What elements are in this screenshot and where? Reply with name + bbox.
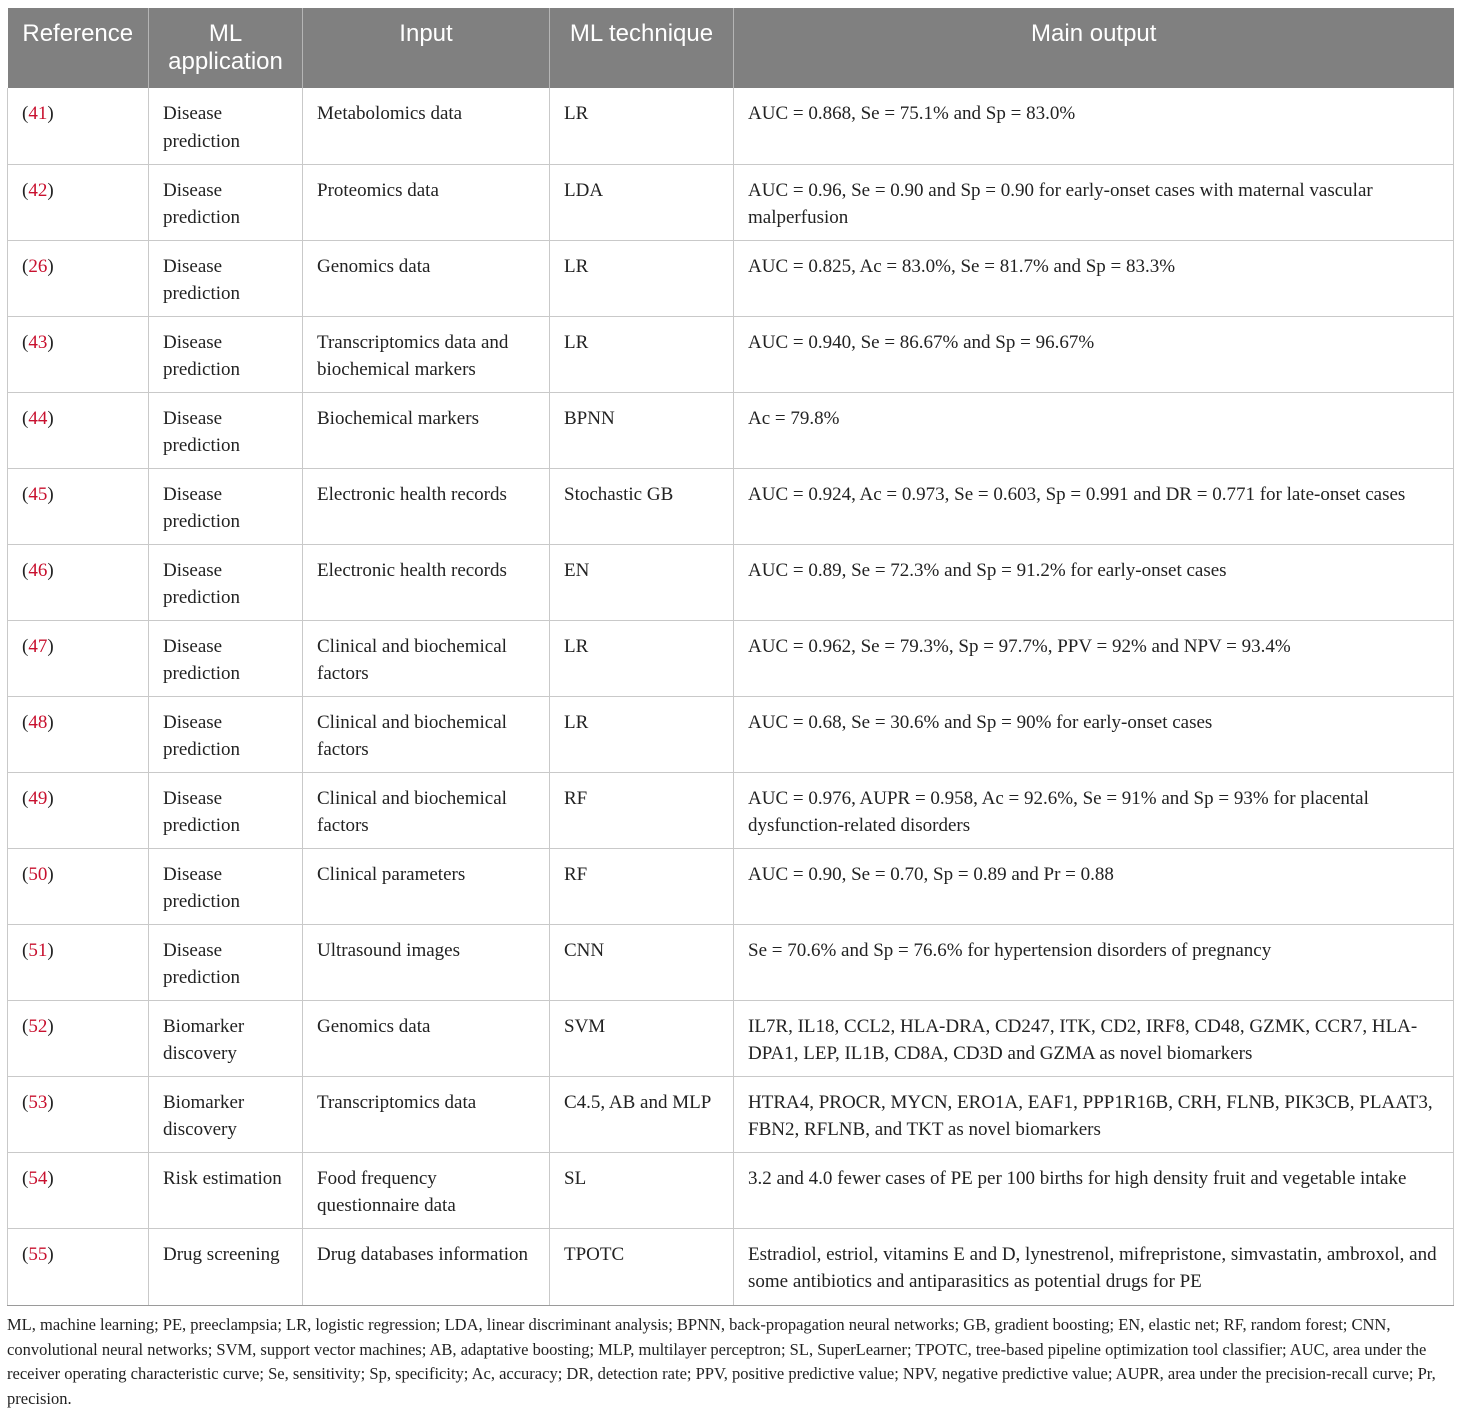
paren-close: ) xyxy=(47,103,54,124)
table-row xyxy=(8,1228,1454,1305)
table-row xyxy=(8,772,1454,848)
ml-technique-cell: RF xyxy=(550,772,734,848)
reference-cell xyxy=(8,1152,149,1228)
paren-open: ( xyxy=(22,331,29,353)
table-row xyxy=(8,468,1454,544)
reference-cell xyxy=(8,544,149,620)
paren-open: ( xyxy=(22,711,29,733)
reference-cell xyxy=(8,392,149,468)
reference-link[interactable]: 52 xyxy=(28,1015,48,1037)
paren-open: ( xyxy=(22,179,29,201)
input-cell: Transcriptomics data xyxy=(303,1076,550,1152)
paren-open: ( xyxy=(22,1243,29,1265)
table-header xyxy=(8,8,1454,88)
reference-link[interactable]: 49 xyxy=(28,787,48,809)
paren-close: ) xyxy=(47,635,54,657)
paren-close: ) xyxy=(47,1015,54,1037)
ml-application-cell: Disease prediction xyxy=(149,468,303,544)
input-cell: Genomics data xyxy=(303,240,550,316)
reference-cell xyxy=(8,88,149,164)
paren-close: ) xyxy=(47,179,54,201)
main-output-cell: AUC = 0.90, Se = 0.70, Sp = 0.89 and Pr = 0.88 xyxy=(734,848,1454,924)
paren-close: ) xyxy=(47,559,54,581)
table-row xyxy=(8,88,1454,164)
main-output-cell: Estradiol, estriol, vitamins E and D, lynestrenol, mifrepristone, simvastatin, ambroxol, and some antibiotics and antiparasitics as potential drugs for PE xyxy=(734,1228,1454,1305)
paren-open: ( xyxy=(22,1167,29,1189)
table-row xyxy=(8,924,1454,1000)
reference-link[interactable]: 51 xyxy=(28,939,48,961)
ml-technique-cell: LDA xyxy=(550,164,734,240)
table-row xyxy=(8,316,1454,392)
reference-link[interactable]: 41 xyxy=(28,103,48,124)
main-output-cell: HTRA4, PROCR, MYCN, ERO1A, EAF1, PPP1R16B, CRH, FLNB, PIK3CB, PLAAT3, FBN2, RFLNB, and TKT as novel biomarkers xyxy=(734,1076,1454,1152)
input-cell: Drug databases information xyxy=(303,1228,550,1305)
header-ml-application: ML application xyxy=(149,8,303,88)
ml-application-cell: Biomarker discovery xyxy=(149,1076,303,1152)
reference-cell xyxy=(8,1076,149,1152)
reference-cell xyxy=(8,848,149,924)
ml-technique-cell: LR xyxy=(550,316,734,392)
ml-application-cell: Biomarker discovery xyxy=(149,1000,303,1076)
input-cell: Biochemical markers xyxy=(303,392,550,468)
reference-cell xyxy=(8,924,149,1000)
input-cell: Genomics data xyxy=(303,1000,550,1076)
paren-open: ( xyxy=(22,1015,29,1037)
main-output-cell: AUC = 0.868, Se = 75.1% and Sp = 83.0% xyxy=(734,88,1454,164)
table-row xyxy=(8,1152,1454,1228)
paren-open: ( xyxy=(22,559,29,581)
paren-open: ( xyxy=(22,635,29,657)
paren-close: ) xyxy=(47,711,54,733)
input-cell: Clinical parameters xyxy=(303,848,550,924)
table-row xyxy=(8,392,1454,468)
ml-technique-cell: Stochastic GB xyxy=(550,468,734,544)
ml-technique-cell: SVM xyxy=(550,1000,734,1076)
ml-application-cell: Disease prediction xyxy=(149,240,303,316)
main-output-cell: AUC = 0.96, Se = 0.90 and Sp = 0.90 for early-onset cases with maternal vascular malperfusion xyxy=(734,164,1454,240)
input-cell: Ultrasound images xyxy=(303,924,550,1000)
main-output-cell: AUC = 0.825, Ac = 83.0%, Se = 81.7% and Sp = 83.3% xyxy=(734,240,1454,316)
header-input: Input xyxy=(303,8,550,88)
ml-technique-cell: RF xyxy=(550,848,734,924)
table-row xyxy=(8,1000,1454,1076)
table-footnote: ML, machine learning; PE, preeclampsia; LR, logistic regression; LDA, linear discriminant analysis; BPNN, back-propagation neural networks; GB, gradient boosting; EN, elastic net; RF, random forest; CNN, convolutional neural networks; SVM, support vector machines; AB, adaptative boosting; MLP, multilayer perceptron; SL, SuperLearner; TPOTC, tree-based pipeline optimization tool classifier; AUC, area under the receiver operating characteristic curve; Se, sensitivity; Sp, specificity; Ac, accuracy; DR, detection rate; PPV, positive predictive value; NPV, negative predictive value; AUPR, area under the precision-recall curve; Pr, precision. xyxy=(7,1315,1436,1408)
ml-technique-cell: EN xyxy=(550,544,734,620)
ml-application-cell: Drug screening xyxy=(149,1228,303,1305)
table-row xyxy=(8,544,1454,620)
paren-open: ( xyxy=(22,255,29,277)
input-cell: Electronic health records xyxy=(303,468,550,544)
ml-technique-cell: LR xyxy=(550,88,734,164)
ml-application-cell: Disease prediction xyxy=(149,544,303,620)
header-main-output: Main output xyxy=(734,8,1454,88)
paren-close: ) xyxy=(47,939,54,961)
paren-close: ) xyxy=(47,787,54,809)
ml-application-cell: Disease prediction xyxy=(149,392,303,468)
table-row xyxy=(8,1076,1454,1152)
table-row xyxy=(8,240,1454,316)
input-cell: Clinical and biochemical factors xyxy=(303,696,550,772)
reference-cell xyxy=(8,1000,149,1076)
paren-open: ( xyxy=(22,407,29,429)
ml-application-cell: Disease prediction xyxy=(149,924,303,1000)
main-output-cell: AUC = 0.976, AUPR = 0.958, Ac = 92.6%, Se = 91% and Sp = 93% for placental dysfunction-related disorders xyxy=(734,772,1454,848)
reference-cell xyxy=(8,696,149,772)
input-cell: Metabolomics data xyxy=(303,88,550,164)
ml-application-cell: Disease prediction xyxy=(149,848,303,924)
main-output-cell: Se = 70.6% and Sp = 76.6% for hypertension disorders of pregnancy xyxy=(734,924,1454,1000)
table-row xyxy=(8,696,1454,772)
header-reference: Reference xyxy=(8,8,149,88)
main-output-cell: AUC = 0.924, Ac = 0.973, Se = 0.603, Sp = 0.991 and DR = 0.771 for late-onset cases xyxy=(734,468,1454,544)
paren-close: ) xyxy=(47,1243,54,1265)
reference-cell xyxy=(8,316,149,392)
reference-link[interactable]: 48 xyxy=(28,711,48,733)
ml-applications-table xyxy=(7,8,1454,1306)
reference-cell xyxy=(8,240,149,316)
ml-technique-cell: BPNN xyxy=(550,392,734,468)
paren-close: ) xyxy=(47,1091,54,1113)
input-cell: Transcriptomics data and biochemical markers xyxy=(303,316,550,392)
header-row xyxy=(8,8,1454,88)
main-output-cell: AUC = 0.940, Se = 86.67% and Sp = 96.67% xyxy=(734,316,1454,392)
ml-technique-cell: TPOTC xyxy=(550,1228,734,1305)
main-output-cell: AUC = 0.89, Se = 72.3% and Sp = 91.2% for early-onset cases xyxy=(734,544,1454,620)
reference-link[interactable]: 43 xyxy=(28,331,48,353)
paren-close: ) xyxy=(47,1167,54,1189)
table-body xyxy=(8,88,1454,1305)
paren-open: ( xyxy=(22,103,29,124)
paren-close: ) xyxy=(47,483,54,505)
ml-technique-cell: CNN xyxy=(550,924,734,1000)
reference-cell xyxy=(8,1228,149,1305)
main-output-cell: IL7R, IL18, CCL2, HLA-DRA, CD247, ITK, CD2, IRF8, CD48, GZMK, CCR7, HLA-DPA1, LEP, IL1B, CD8A, CD3D and GZMA as novel biomarkers xyxy=(734,1000,1454,1076)
reference-link[interactable]: 55 xyxy=(28,1243,48,1265)
table-row xyxy=(8,620,1454,696)
ml-application-cell: Risk estimation xyxy=(149,1152,303,1228)
ml-technique-cell: LR xyxy=(550,240,734,316)
ml-technique-cell: C4.5, AB and MLP xyxy=(550,1076,734,1152)
paren-open: ( xyxy=(22,863,29,885)
reference-link[interactable]: 44 xyxy=(28,407,48,429)
table-row xyxy=(8,164,1454,240)
main-output-cell: AUC = 0.68, Se = 30.6% and Sp = 90% for early-onset cases xyxy=(734,696,1454,772)
reference-cell xyxy=(8,620,149,696)
reference-link[interactable]: 42 xyxy=(28,179,48,201)
main-output-cell: 3.2 and 4.0 fewer cases of PE per 100 births for high density fruit and vegetable intake xyxy=(734,1152,1454,1228)
ml-application-cell: Disease prediction xyxy=(149,772,303,848)
ml-technique-cell: LR xyxy=(550,620,734,696)
reference-cell xyxy=(8,772,149,848)
paren-close: ) xyxy=(47,863,54,885)
paren-close: ) xyxy=(47,331,54,353)
reference-link[interactable]: 53 xyxy=(28,1091,48,1113)
reference-cell xyxy=(8,164,149,240)
ml-application-cell: Disease prediction xyxy=(149,88,303,164)
input-cell: Food frequency questionnaire data xyxy=(303,1152,550,1228)
main-output-cell: Ac = 79.8% xyxy=(734,392,1454,468)
ml-technique-cell: SL xyxy=(550,1152,734,1228)
input-cell: Proteomics data xyxy=(303,164,550,240)
reference-link[interactable]: 46 xyxy=(28,559,48,581)
input-cell: Electronic health records xyxy=(303,544,550,620)
paren-open: ( xyxy=(22,787,29,809)
ml-application-cell: Disease prediction xyxy=(149,696,303,772)
reference-link[interactable]: 54 xyxy=(28,1167,48,1189)
header-ml-technique: ML technique xyxy=(550,8,734,88)
main-output-cell: AUC = 0.962, Se = 79.3%, Sp = 97.7%, PPV = 92% and NPV = 93.4% xyxy=(734,620,1454,696)
paren-open: ( xyxy=(22,939,29,961)
ml-technique-cell: LR xyxy=(550,696,734,772)
ml-application-cell: Disease prediction xyxy=(149,620,303,696)
ml-application-cell: Disease prediction xyxy=(149,316,303,392)
table-row xyxy=(8,848,1454,924)
paren-open: ( xyxy=(22,483,29,505)
ml-application-cell: Disease prediction xyxy=(149,164,303,240)
reference-link[interactable]: 50 xyxy=(28,863,48,885)
reference-link[interactable]: 26 xyxy=(28,255,48,277)
paren-open: ( xyxy=(22,1091,29,1113)
input-cell: Clinical and biochemical factors xyxy=(303,620,550,696)
reference-cell xyxy=(8,468,149,544)
reference-link[interactable]: 45 xyxy=(28,483,48,505)
paren-close: ) xyxy=(47,407,54,429)
reference-link[interactable]: 47 xyxy=(28,635,48,657)
input-cell: Clinical and biochemical factors xyxy=(303,772,550,848)
ml-table-container xyxy=(7,8,1453,1306)
paren-close: ) xyxy=(47,255,54,277)
